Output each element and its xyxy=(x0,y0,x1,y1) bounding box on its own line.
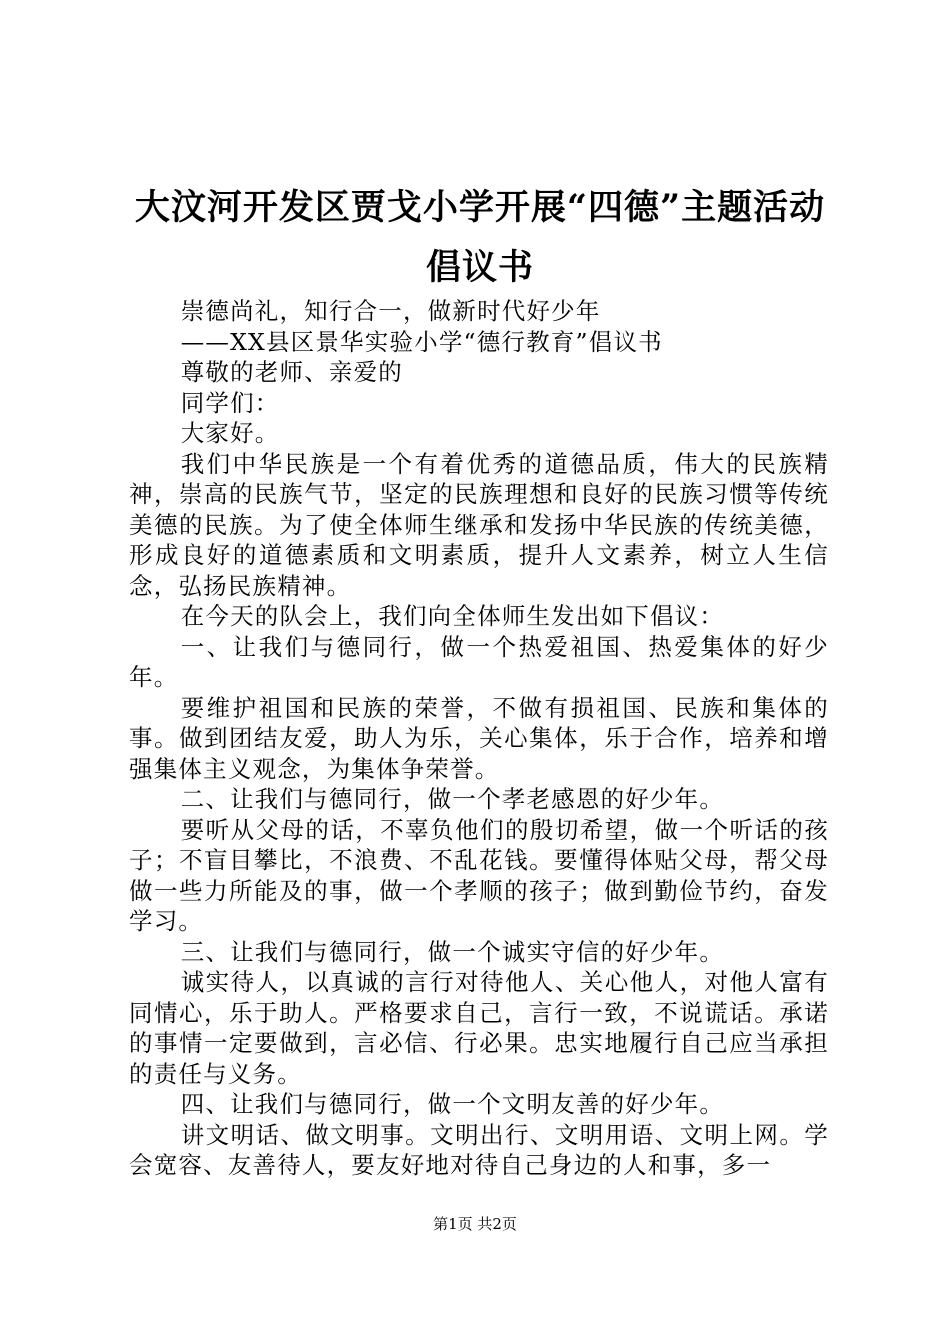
page-footer: 第1页 共2页 xyxy=(433,1215,517,1233)
paragraph-item-2-body: 要听从父母的话，不辜负他们的殷切希望，做一个听话的孩子；不盲目攀比，不浪费、不乱花钱。要懂得体贴父母，帮父母做一些力所能及的事，做一个孝顺的孩子；做到勤俭节约，奋发学习。 xyxy=(129,815,829,935)
paragraph-item-1-body: 要维护祖国和民族的荣誉，不做有损祖国、民族和集体的事。做到团结友爱，助人为乐，关心集体，乐于合作，培养和增强集体主义观念，为集体争荣誉。 xyxy=(129,693,829,783)
document-body xyxy=(129,296,829,1181)
document-title-line-2: 倡议书 xyxy=(425,247,534,288)
paragraph-subtitle-source: ——XX县区景华实验小学“德行教育”倡议书 xyxy=(180,327,663,356)
paragraph-subtitle: 崇德尚礼，知行合一，做新时代好少年 xyxy=(180,297,601,325)
paragraph-intro: 我们中华民族是一个有着优秀的道德品质，伟大的民族精神，崇高的民族气节，坚定的民族理想和良好的民族习惯等传统美德的民族。为了使全体师生继承和发扬中华民族的传统美德，形成良好的道德素质和文明素质，提升人文素养，树立人生信念，弘扬民族精神。 xyxy=(129,449,829,600)
paragraph-greeting-cont: 同学们： xyxy=(180,388,280,417)
paragraph-greeting: 尊敬的老师、亲爱的 xyxy=(180,358,403,386)
document-title-line-1: 大汶河开发区贾戈小学开展“四德”主题活动 xyxy=(134,187,826,228)
paragraph-item-2-heading: 二、让我们与德同行，做一个孝老感恩的好少年。 xyxy=(180,785,725,813)
paragraph-item-4-body: 讲文明话、做文明事。文明出行、文明用语、文明上网。学会宽容、友善待人，要友好地对待自己身边的人和事，多一 xyxy=(129,1120,829,1179)
paragraph-item-3-heading: 三、让我们与德同行，做一个诚实守信的好少年。 xyxy=(180,937,725,966)
paragraph-hello: 大家好。 xyxy=(180,419,280,447)
paragraph-item-1-heading: 一、让我们与德同行，做一个热爱祖国、热爱集体的好少年。 xyxy=(129,632,829,691)
paragraph-item-3-body: 诚实待人，以真诚的言行对待他人、关心他人，对他人富有同情心，乐于助人。严格要求自己，言行一致，不说谎话。承诺的事情一定要做到，言必信、行必果。忠实地履行自己应当承担的责任与义务。 xyxy=(129,968,829,1088)
paragraph-proposal: 在今天的队会上，我们向全体师生发出如下倡议： xyxy=(180,602,725,630)
paragraph-item-4-heading: 四、让我们与德同行，做一个文明友善的好少年。 xyxy=(180,1090,725,1118)
